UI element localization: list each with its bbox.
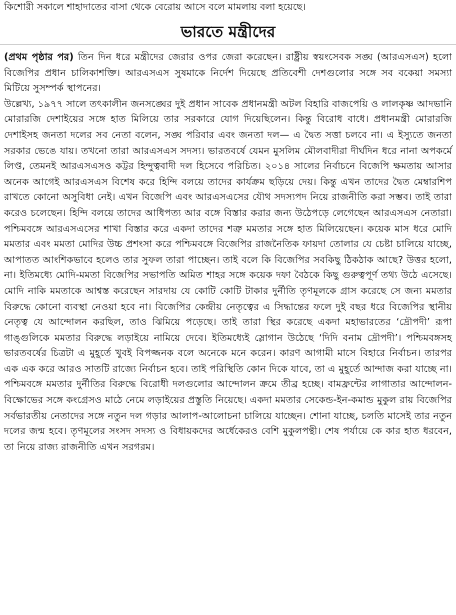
previous-article-tail: কিশোরী সকালে শাহাদাতের বাসা থেকে বেরোয় আসে বলে মামলায় বলা হয়েছে। xyxy=(4,2,306,13)
continuation-label: (প্রথম পৃষ্ঠার পর) xyxy=(4,52,74,63)
article-paragraph: উল্লেখ্য, ১৯৭৭ সালে তৎকালীন জনসঙ্ঘের দুই প্রধান সাবেক প্রধানমন্ত্রী অটল বিহারি বাজপেয়ি ও লালকৃষ্ণ আদভানি মোরারজি দেশাইয়ের সঙ্গে হাত মিলিয়ে তার সরকারে যোগ দিয়েছিলেন। কিন্তু বিরোধ বাধে। প্রধানমন্ত্রী মোরারজি দেশাইসহ জনতা দলের সব নেতা বলেন, সঙ্ঘ পরিবার এবং জনতা দল— এ দ্বৈত সত্তা চলবে না। এ ইস্যুতে জনতা সরকার ভেঙে যায়। তখনো তারা আরএসএস সদস্য। ভারতবর্ষে যেমন মুসলিম মৌলবাদীরা দীর্ঘদিন ধরে নানা অপকর্মে লিপ্ত, তেমনই আরএসএসও কট্টর হিন্দুত্ববাদী দল হিসেবে পরিচিত। ২০১৪ সালের নির্বাচনে বিজেপি ক্ষমতায় আসার অনেক আগেই আরএসএস বিশেষ করে হিন্দি বলয়ে তাদের কার্যক্রম ছড়িয়ে দেয়। কিন্তু এখন তাদের দ্বৈত মেম্বারশিপ রাখতে কোনো অসুবিধা নেই। এখন বিজেপি এবং আরএসএসের যৌথ সদস্যপদ নিয়ে রাজনীতি করা সম্ভব। তাই তারা করেও চলেছেন। হিন্দি বলয়ে তাদের আধিপত্য আর বঙ্গে বিস্তার করার জন্য উঠেপড়ে লেগেছেন আরএসএস নেতারা। পশ্চিমবঙ্গে আরএসএসের শাখা বিস্তার করে একদা তাদের শত্রু মমতার সঙ্গে হাত মিলিয়েছেন। কয়েক মাস ধরে মোদি মমতার এবং মমতা মোদির উচ্চ প্রশংসা করে পশ্চিমবঙ্গে বিজেপির রাজনৈতিক ফায়দা তোলার যে চেষ্টা চালিয়ে যাচ্ছে, আপাতত আংশিকভাবে হলেও তার সুফল তারা পাচ্ছেন। তাই বলে কি বিজেপির সবকিছু ঠিকঠাক আছে? উত্তর হলো, না। ইতিমধ্যে মোদি-মমতা বিজেপির সভাপতি অমিত শাহর সঙ্গে কয়েক দফা বৈঠকে কিছু গুরুত্বপূর্ণ তথ্য উঠে এসেছে। মোদি নাকি মমতাকে আশ্বস্ত করেছেন সারদায় যে কোটি কোটি টাকার দুর্নীতি তৃণমূলকে গ্রাস করেছে সে জন্য মমতার বিরুদ্ধে কোনো ব্যবস্থা নেওয়া হবে না। বিজেপির কেন্দ্রীয় নেতৃত্বের এ সিদ্ধান্তের ফলে দুই বছর ধরে বিজেপির স্থানীয় নেতৃত্ব যে আন্দোলন করছিল, তাও ঝিমিয়ে পড়েছে। তাই তারা স্থির করেছে একদা মহাভারতের ‘দ্রৌপদী’ রূপা গাঙ্গুলিকে মমতার বিরুদ্ধে লড়াইয়ে নামিয়ে দেবে। ইতিমধ্যেই স্লোগান উঠেছে ‘দিদি বনাম দ্রৌপদী’। পশ্চিমবঙ্গসহ ভারতবর্ষের চিত্রটা এ মুহূর্তে খুবই বিপজ্জনক বলে অনেকে মনে করেন। কারণ আগামী মাসে বিহারে নির্বাচন। তারপর এক এক করে আরও সাতটি রাজ্যে নির্বাচন হবে। তাই পরিস্থিতি কোন দিকে যাবে, তা এ মুহূর্তে আন্দাজ করা যাচ্ছে না। পশ্চিমবঙ্গে মমতার দুর্নীতির বিরুদ্ধে বিরোধী দলগুলোর আন্দোলন ক্রমে তীব্র হচ্ছে। বামফ্রন্টের লাগাতার আন্দোলন-বিক্ষোভের সঙ্গে কংগ্রেসও মাঠে নেমে লড়াইয়ের প্রস্তুতি নিয়েছে। একদা মমতার সেকেন্ড-ইন-কমান্ড মুকুল রায় বিজেপির সর্বভারতীয় নেতাদের সঙ্গে নতুন দল গড়ার আলাপ-আলোচনা চালিয়ে যাচ্ছেন। শোনা যাচ্ছে, চলতি মাসেই তার নতুন দলের জন্ম হবে। তৃণমূলের সংসদ সদস্য ও বিধায়কদের অর্ধেকেরও বেশি মুকুলপন্থী। শেষ পর্যায়ে কে কার হাত ধরবেন, তা নিয়ে রাজ্য রাজনীতি এখন সরগরম। xyxy=(4,98,452,453)
article-headline: ভারতে মন্ত্রীদের xyxy=(0,20,456,45)
paragraph-text: তিন দিন ধরে মন্ত্রীদের জেরার ওপর জেরা করেছেন। রাষ্ট্রীয় স্বয়ংসেবক সঙ্ঘ (আরএসএস) হলো বিজেপির প্রধান চালিকাশক্তি। আরএসএস সুষমাকে নির্দেশ দিয়েছে প্রতিবেশী দেশগুলোর সঙ্গে সব বকেয়া সমস্যা মিটিয়ে সুসম্পর্ক স্থাপনের। xyxy=(4,52,452,95)
article-paragraph xyxy=(4,50,452,97)
article-body xyxy=(0,48,456,455)
